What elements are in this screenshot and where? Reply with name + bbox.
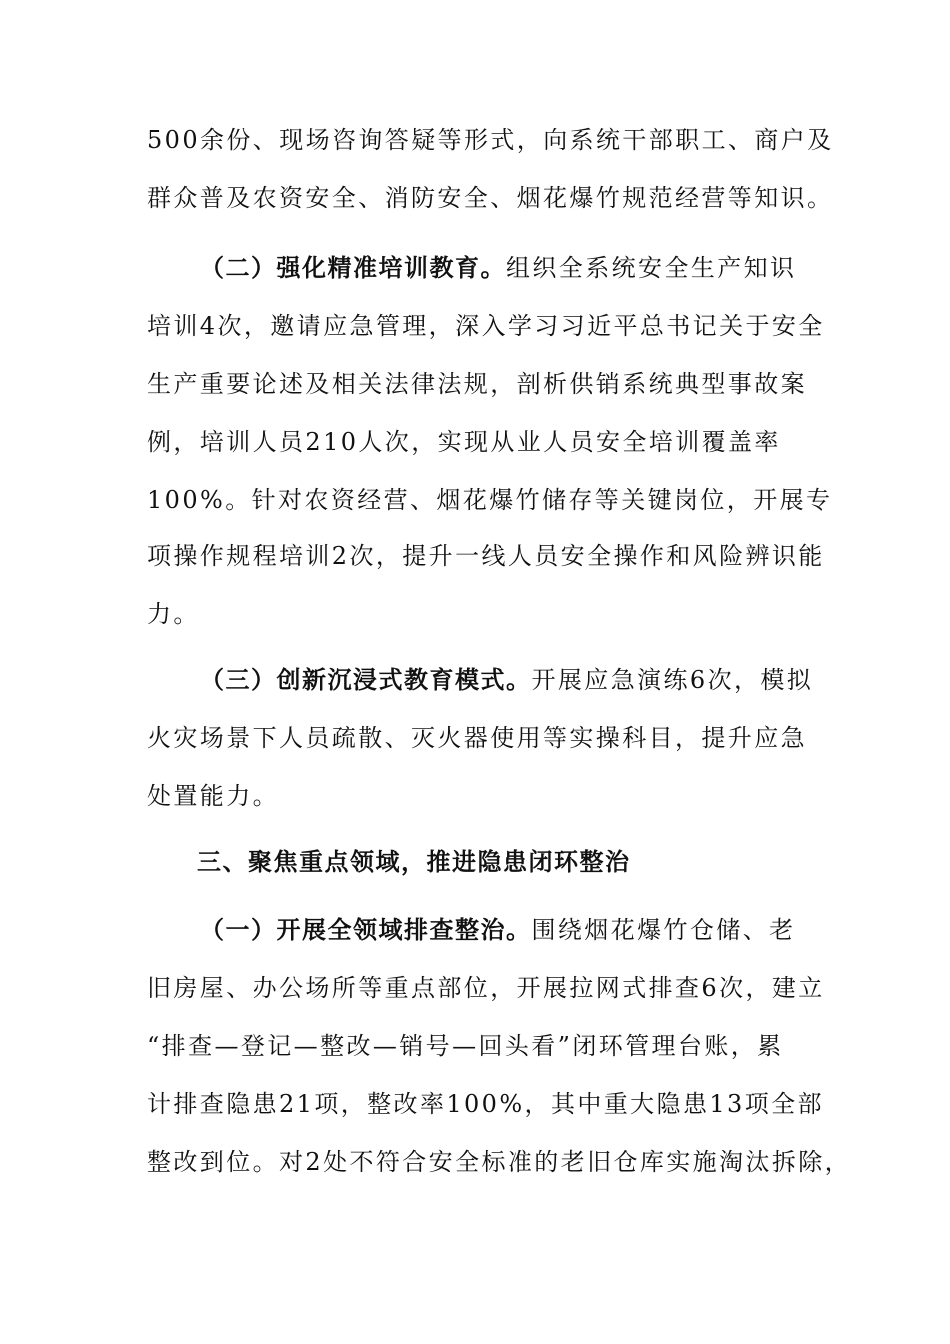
paragraph-line: “排查—登记—整改—销号—回头看”闭环管理台账，累 — [147, 1032, 784, 1060]
paragraph-line: 群众普及农资安全、消防安全、烟花爆竹规范经营等知识。 — [147, 184, 834, 212]
subsection-first-line — [200, 251, 796, 285]
paragraph-line: 项操作规程培训2次，提升一线人员安全操作和风险辨识能 — [147, 542, 825, 570]
paragraph-line: 整改到位。对2处不符合安全标准的老旧仓库实施淘汰拆除， — [147, 1148, 852, 1176]
subsection-text: 开展应急演练6次，模拟 — [531, 666, 814, 694]
paragraph-line: 培训4次，邀请应急管理，深入学习习近平总书记关于安全 — [147, 312, 825, 340]
paragraph-line: 火灾场景下人员疏散、灭火器使用等实操科目，提升应急 — [147, 724, 807, 752]
subsection-heading: （一）开展全领域排查整治。 — [200, 916, 532, 944]
paragraph-line: 500余份、现场咨询答疑等形式，向系统干部职工、商户及 — [147, 126, 834, 154]
subsection-first-line — [200, 913, 796, 947]
subsection-heading: （二）强化精准培训教育。 — [200, 254, 506, 282]
paragraph-line: 处置能力。 — [147, 782, 279, 810]
paragraph-line: 生产重要论述及相关法律法规，剖析供销系统典型事故案 — [147, 370, 807, 398]
paragraph-line: 旧房屋、办公场所等重点部位，开展拉网式排查6次，建立 — [147, 974, 825, 1002]
paragraph-line: 100%。针对农资经营、烟花爆竹储存等关键岗位，开展专 — [147, 486, 833, 514]
paragraph-line: 计排查隐患21项，整改率100%，其中重大隐患13项全部 — [147, 1090, 824, 1118]
subsection-text: 围绕烟花爆竹仓储、老 — [531, 916, 796, 944]
paragraph-line: 例，培训人员210人次，实现从业人员安全培训覆盖率 — [147, 428, 781, 456]
subsection-first-line — [200, 663, 813, 697]
paragraph-line: 力。 — [147, 600, 200, 628]
subsection-heading: （三）创新沉浸式教育模式。 — [200, 666, 532, 694]
section-heading: 三、聚焦重点领域，推进隐患闭环整治 — [197, 848, 631, 876]
subsection-text: 组织全系统安全生产知识 — [506, 254, 797, 282]
